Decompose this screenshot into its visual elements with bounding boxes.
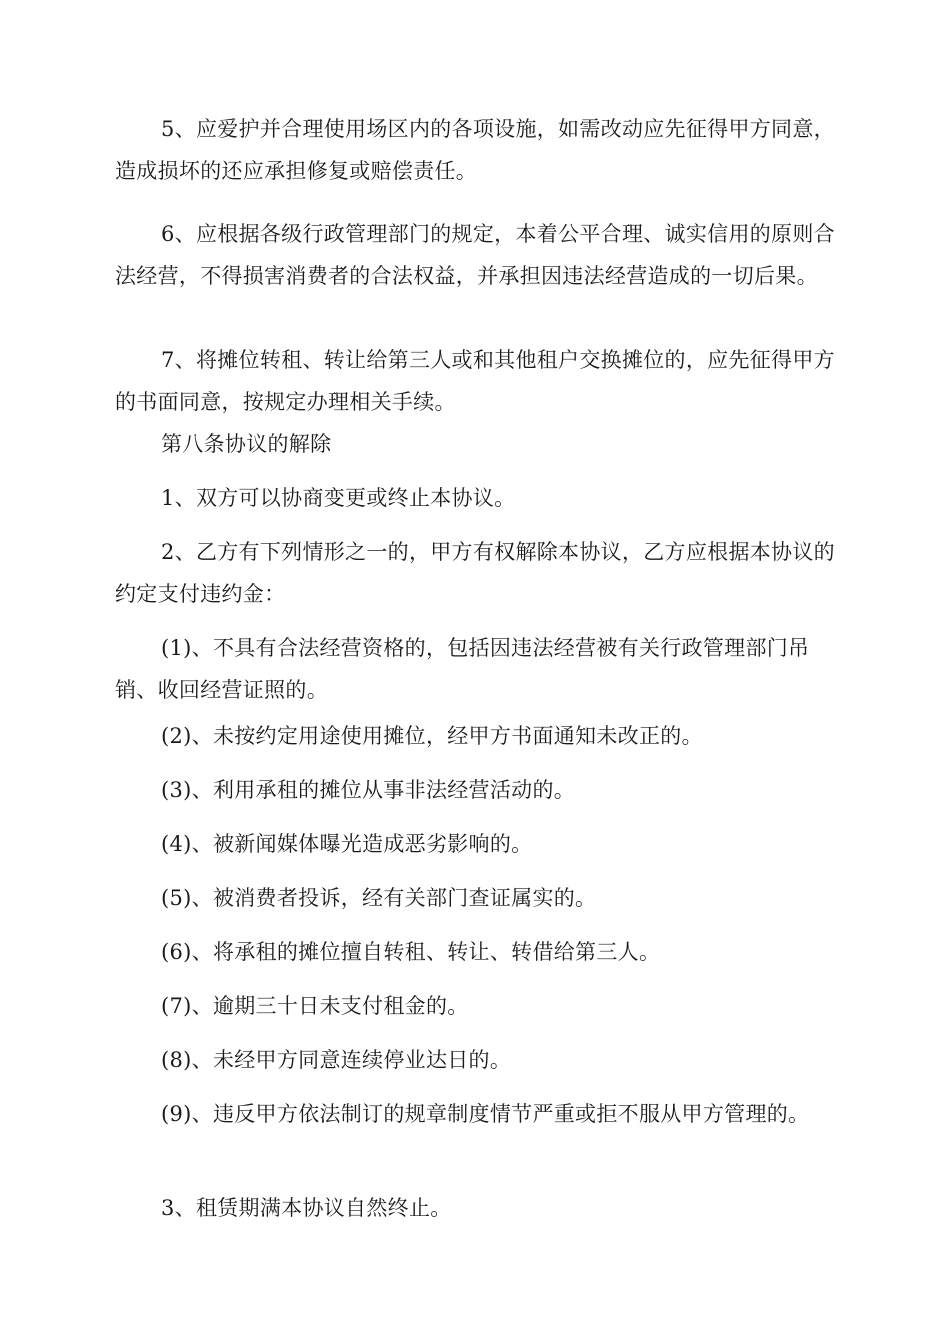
list-item-7: (7)、逾期三十日未支付租金的。 bbox=[161, 994, 469, 1018]
section-heading-article-8: 第八条协议的解除 bbox=[161, 432, 332, 456]
list-item-6: (6)、将承租的摊位擅自转租、转让、转借给第三人。 bbox=[161, 940, 661, 964]
paragraph-3-expiry: 3、租赁期满本协议自然终止。 bbox=[161, 1196, 452, 1220]
list-item-8: (8)、未经甲方同意连续停业达日的。 bbox=[161, 1048, 512, 1072]
paragraph-5-facilities: 5、应爱护并合理使用场区内的各项设施，如需改动应先征得甲方同意，造成损坏的还应承担修复或赔偿责任。 bbox=[115, 117, 835, 183]
paragraph-6-lawful-operation: 6、应根据各级行政管理部门的规定，本着公平合理、诚实信用的原则合法经营，不得损害消费者的合法权益，并承担因违法经营造成的一切后果。 bbox=[115, 222, 835, 288]
list-item-4: (4)、被新闻媒体曝光造成恶劣影响的。 bbox=[161, 832, 533, 856]
paragraph-2-termination-conditions: 2、乙方有下列情形之一的，甲方有权解除本协议，乙方应根据本协议的约定支付违约金： bbox=[115, 540, 835, 606]
paragraph-7-sublease: 7、将摊位转租、转让给第三人或和其他租户交换摊位的，应先征得甲方的书面同意，按规定办理相关手续。 bbox=[115, 348, 835, 414]
list-item-9: (9)、违反甲方依法制订的规章制度情节严重或拒不服从甲方管理的。 bbox=[161, 1102, 810, 1126]
list-item-1: (1)、不具有合法经营资格的，包括因违法经营被有关行政管理部门吊销、收回经营证照的。 bbox=[115, 636, 810, 702]
paragraph-1-mutual-change: 1、双方可以协商变更或终止本协议。 bbox=[161, 486, 516, 510]
list-item-5: (5)、被消费者投诉，经有关部门查证属实的。 bbox=[161, 886, 597, 910]
list-item-3: (3)、利用承租的摊位从事非法经营活动的。 bbox=[161, 778, 576, 802]
list-item-2: (2)、未按约定用途使用摊位，经甲方书面通知未改正的。 bbox=[161, 724, 703, 748]
